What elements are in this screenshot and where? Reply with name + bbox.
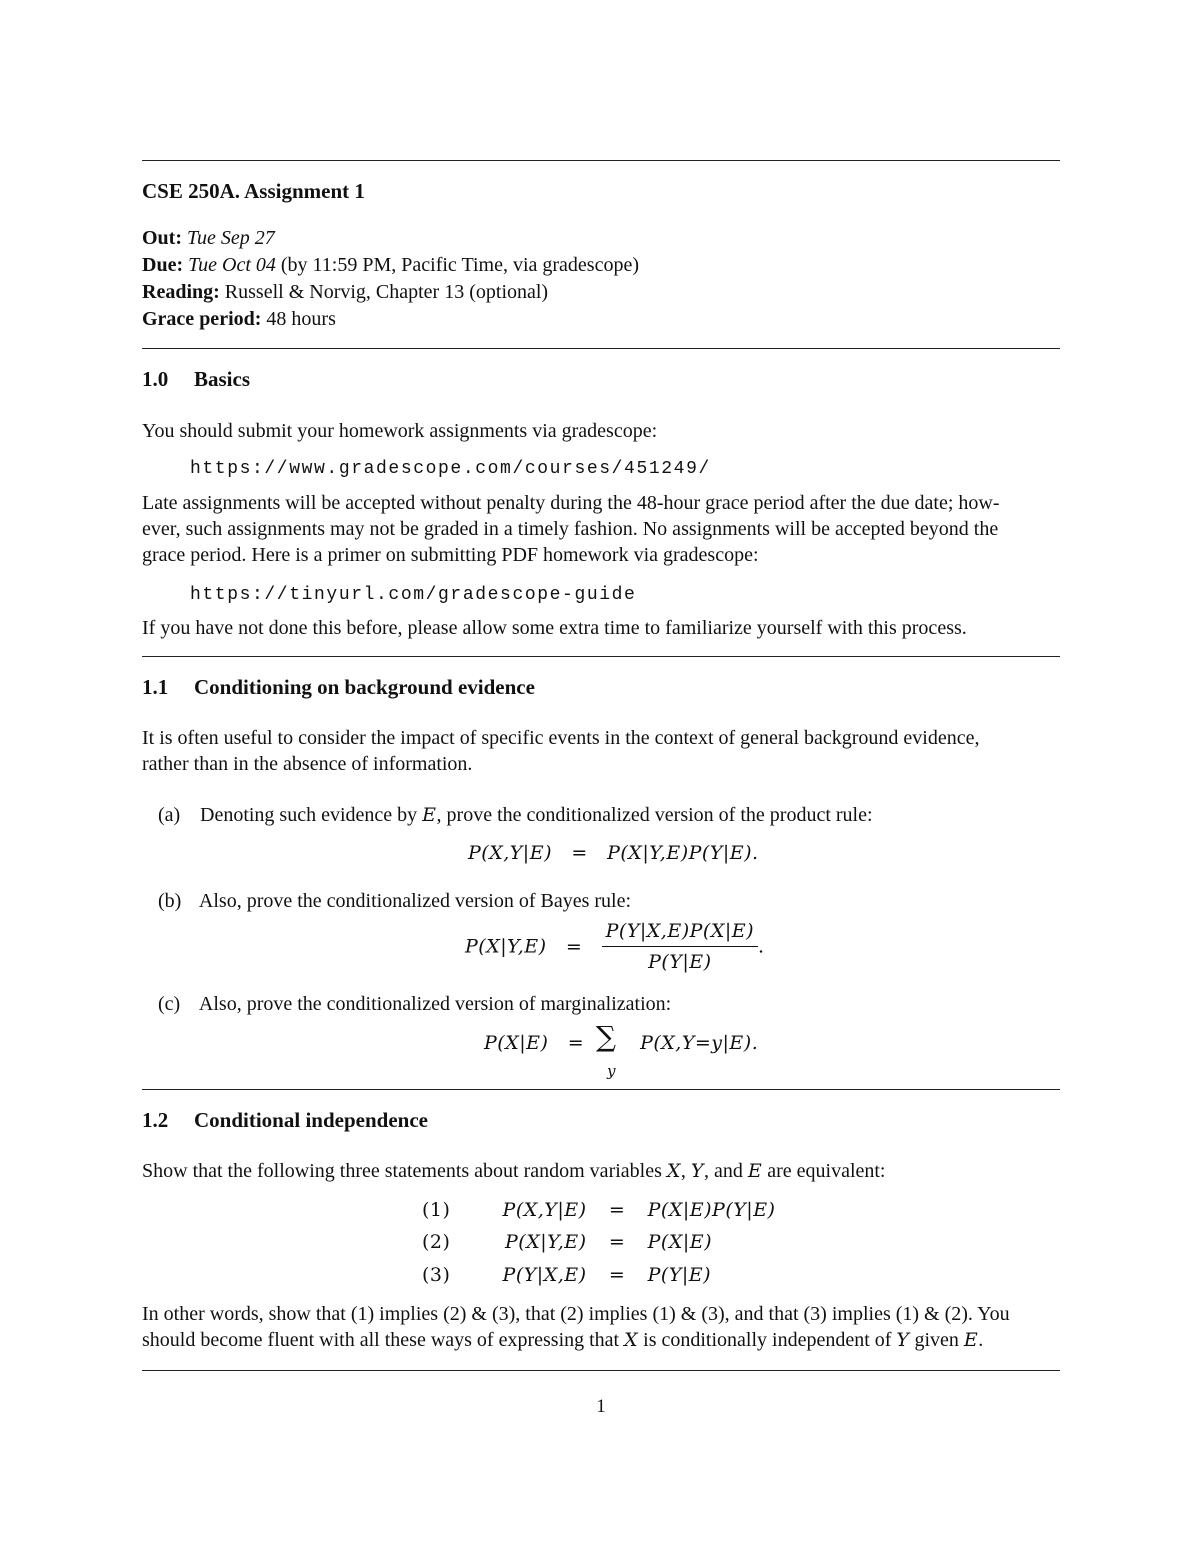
header-meta xyxy=(142,225,1060,333)
intro-text: are equivalent: xyxy=(767,1160,886,1182)
section-rule xyxy=(142,656,1060,657)
item-text: Denoting such evidence by xyxy=(200,804,418,826)
closing-line: In other words, show that (1) implies (2) & (3), that (2) implies (1) & (3), and that (3) implies (1) & (2). You xyxy=(142,1303,1010,1325)
item-c xyxy=(158,991,1060,1017)
item-b xyxy=(158,888,1060,914)
closing-text: . xyxy=(978,1329,984,1351)
section-number: 1.0 xyxy=(142,367,169,391)
independence-closing xyxy=(142,1301,1060,1353)
due-line xyxy=(142,252,1060,279)
reading-line xyxy=(142,279,1060,306)
equation-rhs: P(X|E) xyxy=(647,1231,713,1253)
independence-intro xyxy=(142,1158,1060,1184)
due-date: Tue Oct 04 xyxy=(188,254,276,276)
equation-lhs: P(X|Y,E) xyxy=(505,1231,587,1253)
out-label: Out: xyxy=(142,227,182,249)
equation-lhs: P(X,Y|E) xyxy=(502,1199,587,1221)
late-policy-line: Late assignments will be accepted without penalty during the 48-hour grace period after the due date; how- xyxy=(142,492,1000,514)
basics-closing: If you have not done this before, please allow some extra time to familiarize yourself with this process. xyxy=(142,617,967,639)
section-heading-conditioning xyxy=(142,674,1060,700)
out-date: Tue Sep 27 xyxy=(187,227,275,249)
closing-text: should become fluent with all these ways of expressing that xyxy=(142,1329,620,1351)
grace-label: Grace period: xyxy=(142,308,262,330)
intro-line: It is often useful to consider the impact of specific events in the context of general background evidence, xyxy=(142,727,980,749)
equation-rhs: P(X,Y=y|E). xyxy=(640,1032,759,1054)
equation-lhs: P(X|E) xyxy=(484,1032,549,1054)
equation-tag: (2) xyxy=(422,1231,451,1253)
equation-marginalization xyxy=(484,1030,758,1056)
equation-period: . xyxy=(758,935,765,958)
conditioning-intro xyxy=(142,725,1060,777)
equals-sign: = xyxy=(608,1199,626,1221)
closing-text: given xyxy=(914,1329,959,1351)
gradescope-course-link[interactable]: https://www.gradescope.com/courses/451249/ xyxy=(190,459,711,479)
equation-tag: (1) xyxy=(422,1199,451,1221)
equals-sign: = xyxy=(608,1231,626,1253)
equation-row xyxy=(422,1229,712,1255)
separator: , xyxy=(680,1160,686,1182)
late-policy-line: ever, such assignments may not be graded in a timely fashion. No assignments will be accepted beyond the xyxy=(142,518,999,540)
intro-text: Show that the following three statements about random variables xyxy=(142,1160,662,1182)
equation-rhs: P(X|Y,E)P(Y|E). xyxy=(607,842,759,864)
section-number: 1.2 xyxy=(142,1108,169,1132)
fraction-numerator: P(Y|X,E)P(X|E) xyxy=(602,918,758,947)
equals-sign: = xyxy=(565,935,583,958)
out-line xyxy=(142,225,1060,252)
url-row-1 xyxy=(190,454,1060,482)
closing-line xyxy=(142,1327,1060,1353)
late-policy-paragraph xyxy=(142,490,1060,568)
assignment-title: CSE 250A. Assignment 1 xyxy=(142,179,365,203)
fraction xyxy=(602,918,758,975)
section-rule xyxy=(142,1089,1060,1090)
grace-value: 48 hours xyxy=(266,308,336,330)
item-a xyxy=(158,802,1060,828)
separator: , and xyxy=(703,1160,743,1182)
item-text: , prove the conditionalized version of the product rule: xyxy=(436,804,873,826)
summation-index: y xyxy=(607,1062,616,1080)
equation-lhs: P(X|Y,E) xyxy=(465,935,547,958)
math-variable: Y xyxy=(896,1329,910,1351)
item-label: (c) xyxy=(158,993,181,1015)
equals-sign: = xyxy=(608,1264,626,1286)
equation-lhs: P(X,Y|E) xyxy=(468,842,552,864)
math-variable: E xyxy=(747,1160,763,1182)
basics-intro: You should submit your homework assignments via gradescope: xyxy=(142,420,658,442)
section-title: Basics xyxy=(194,367,251,391)
due-label: Due: xyxy=(142,254,184,276)
equation-row xyxy=(422,1197,775,1223)
section-rule xyxy=(142,348,1060,349)
due-note: (by 11:59 PM, Pacific Time, via gradescope) xyxy=(280,254,639,276)
section-number: 1.1 xyxy=(142,675,169,699)
top-rule xyxy=(142,160,1060,161)
document-page xyxy=(142,0,1060,1553)
equation-rhs: P(X|E)P(Y|E) xyxy=(647,1199,776,1221)
summation-symbol: ∑ xyxy=(596,1020,617,1053)
gradescope-guide-link[interactable]: https://tinyurl.com/gradescope-guide xyxy=(190,585,637,605)
equation-bayes-rule xyxy=(465,918,765,975)
reading-label: Reading: xyxy=(142,281,220,303)
bottom-rule xyxy=(142,1370,1060,1371)
math-variable: X xyxy=(624,1329,639,1351)
item-text: Also, prove the conditionalized version of marginalization: xyxy=(198,993,672,1015)
item-label: (a) xyxy=(158,804,181,826)
item-label: (b) xyxy=(158,890,182,912)
intro-line: rather than in the absence of information. xyxy=(142,753,473,775)
equation-lhs: P(Y|X,E) xyxy=(502,1264,587,1286)
section-title: Conditioning on background evidence xyxy=(194,675,535,699)
equation-rhs: P(Y|E) xyxy=(647,1264,712,1286)
section-heading-independence xyxy=(142,1107,1060,1133)
grace-line xyxy=(142,306,1060,333)
equation-row xyxy=(422,1262,711,1288)
url-row-2 xyxy=(190,580,1060,608)
math-variable: Y xyxy=(690,1160,704,1182)
math-variable: E xyxy=(422,804,437,826)
late-policy-line: grace period. Here is a primer on submitting PDF homework via gradescope: xyxy=(142,544,759,566)
closing-text: is conditionally independent of xyxy=(643,1329,892,1351)
equation-tag: (3) xyxy=(422,1264,451,1286)
item-text: Also, prove the conditionalized version of Bayes rule: xyxy=(198,890,632,912)
math-variable: X xyxy=(666,1160,681,1182)
fraction-denominator: P(Y|E) xyxy=(648,951,712,973)
math-variable: E xyxy=(963,1329,979,1351)
equals-sign: = xyxy=(571,842,588,864)
equation-product-rule xyxy=(468,840,759,866)
page-number: 1 xyxy=(596,1396,606,1417)
equals-sign: = xyxy=(567,1032,585,1054)
section-heading-basics xyxy=(142,366,1060,392)
section-title: Conditional independence xyxy=(194,1108,428,1132)
reading-value: Russell & Norvig, Chapter 13 (optional) xyxy=(224,281,549,303)
